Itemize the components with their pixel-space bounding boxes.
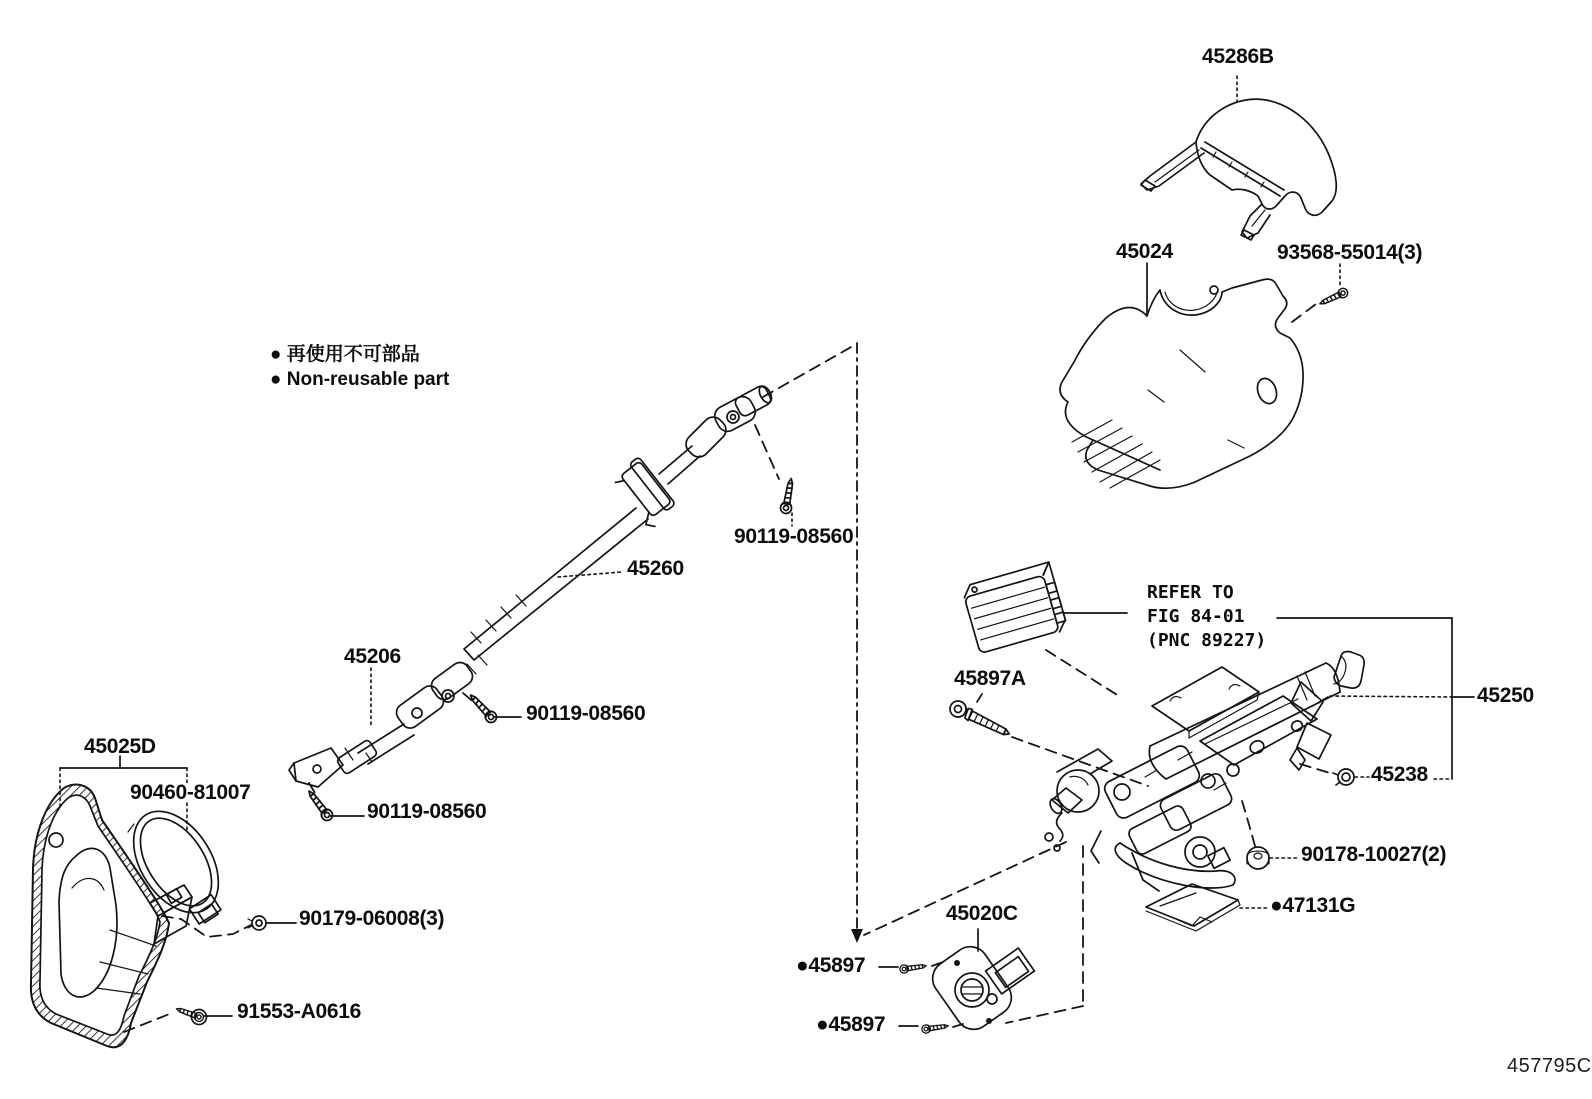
upper-column-cover-drawing <box>1141 99 1336 240</box>
legend-non-reusable-en: ● Non-reusable part <box>270 369 450 390</box>
part-label-45238: 45238 <box>1371 763 1428 786</box>
figure-code: 457795C <box>1507 1055 1592 1077</box>
part-label-45897a: 45897A <box>954 667 1026 690</box>
part-label-90460-81007: 90460-81007 <box>130 781 251 804</box>
control-sensor-drawing <box>926 940 1035 1037</box>
lower-joint-drawing <box>289 655 487 787</box>
part-label-90179-06008: 90179-06008(3) <box>299 907 445 930</box>
part-label-90119-08560-c: 90119-08560 <box>367 800 487 823</box>
part-label-45897-1: ●45897 <box>796 954 866 977</box>
part-label-47131g: ●47131G <box>1270 894 1356 917</box>
part-label-45025d: 45025D <box>84 735 156 758</box>
screw-icon <box>1333 769 1354 785</box>
part-label-91553-a0616: 91553-A0616 <box>237 1000 361 1023</box>
refer-note-line1: REFER TO <box>1147 582 1234 603</box>
screw-icon <box>175 1005 207 1025</box>
part-label-90119-08560-b: 90119-08560 <box>526 702 646 725</box>
screw-icon <box>899 962 927 974</box>
refer-note <box>1147 581 1266 653</box>
screw-icon <box>1318 287 1349 308</box>
bolt-icon <box>305 788 335 823</box>
refer-note-line3: (PNC 89227) <box>1147 630 1267 651</box>
nut-icon <box>248 916 266 930</box>
part-label-45250: 45250 <box>1477 684 1534 707</box>
refer-note-line2: FIG 84-01 <box>1147 606 1245 627</box>
part-label-45897-2: ●45897 <box>816 1013 886 1036</box>
part-label-45024: 45024 <box>1116 240 1173 263</box>
part-label-90119-08560-a: 90119-08560 <box>734 525 854 548</box>
screw-icon <box>921 1022 949 1034</box>
leader-lines <box>60 76 1474 1026</box>
intermediate-shaft-drawing <box>464 383 774 660</box>
lower-column-cover-drawing <box>1060 279 1303 488</box>
nut-icon <box>1247 847 1269 869</box>
legend-non-reusable-jp: ● 再使用不可部品 <box>270 344 420 365</box>
bolt-icon <box>780 478 797 515</box>
mount-bolt-icon <box>947 698 1012 741</box>
part-label-45260: 45260 <box>627 557 684 580</box>
bolt-icon <box>467 691 499 724</box>
part-label-90178-10027: 90178-10027(2) <box>1301 843 1447 866</box>
column-hole-cover-drawing <box>31 785 192 1048</box>
part-label-93568-55014: 93568-55014(3) <box>1277 241 1423 264</box>
part-label-45206: 45206 <box>344 645 401 668</box>
part-label-45020c: 45020C <box>946 902 1018 925</box>
part-label-45286b: 45286B <box>1202 45 1274 68</box>
silencer-pad-drawing <box>1146 884 1240 931</box>
ecu-module-drawing <box>961 562 1068 654</box>
